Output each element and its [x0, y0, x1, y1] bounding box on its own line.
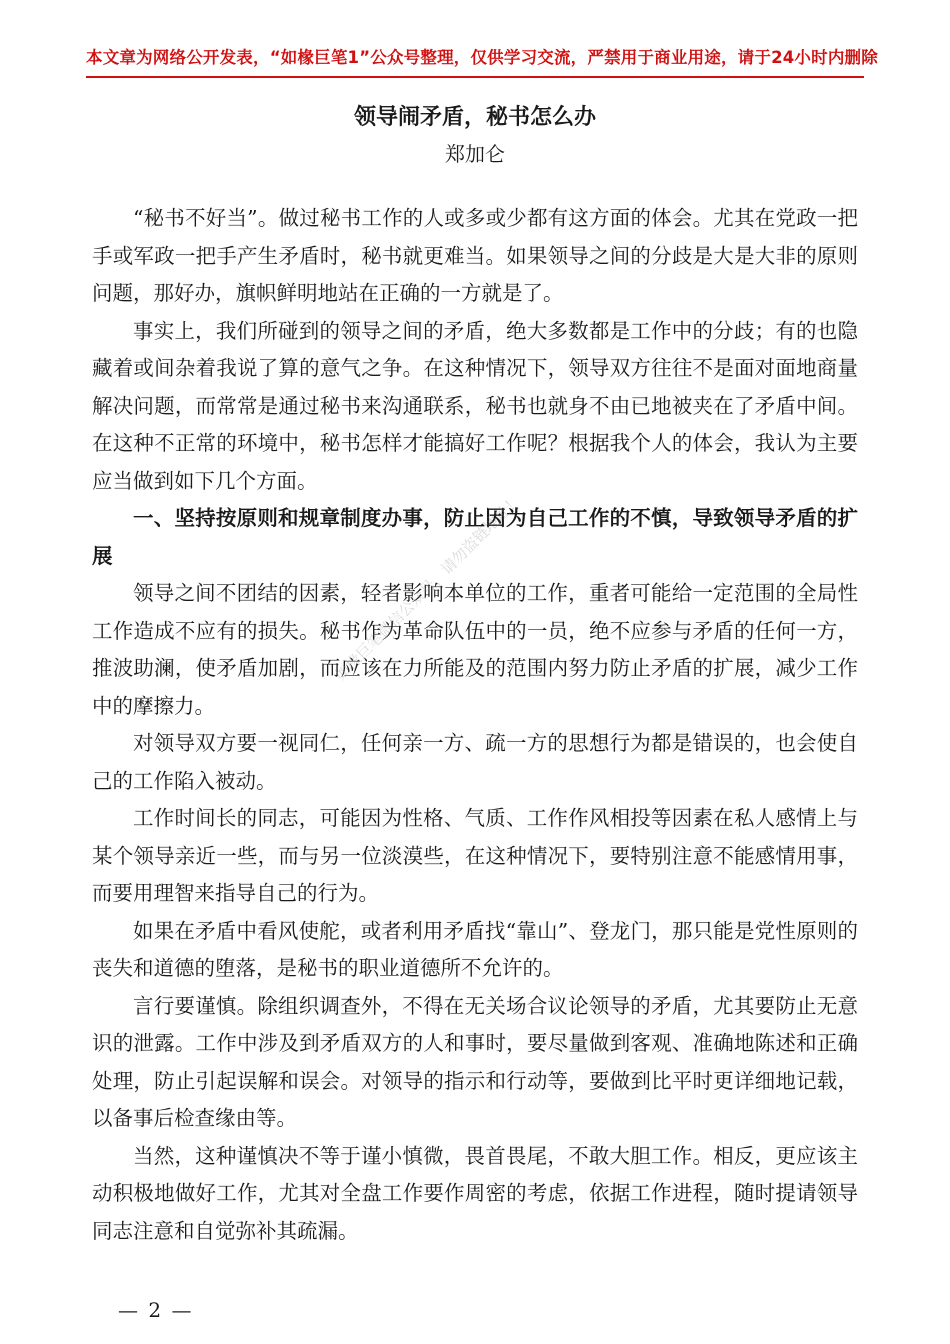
- article-author: 郑加仑: [445, 142, 505, 166]
- paragraph: 事实上，我们所碰到的领导之间的矛盾，绝大多数都是工作中的分歧；有的也隐藏着或间杂着我说了算的意气之争。在这种情况下，领导双方往往不是面对面地商量解决问题，而常常是通过秘书来沟通联系，秘书也就身不由已地被夹在了矛盾中间。在这种不正常的环境中，秘书怎样才能搞好工作呢？根据我个人的体会，我认为主要应当做到如下几个方面。: [92, 318, 858, 493]
- article-body: [92, 200, 858, 1250]
- paragraph: 如果在矛盾中看风使舵，或者利用矛盾找“靠山”、登龙门，那只能是党性原则的丧失和道德的堕落，是秘书的职业道德所不允许的。: [92, 918, 858, 980]
- paragraph: 当然，这种谨慎决不等于谨小慎微，畏首畏尾，不敢大胆工作。相反，更应该主动积极地做好工作，尤其对全盘工作要作周密的考虑，依据工作进程，随时提请领导同志注意和自觉弥补其疏漏。: [92, 1143, 858, 1243]
- section-heading: 一、坚持按原则和规章制度办事，防止因为自己工作的不慎，导致领导矛盾的扩展: [92, 506, 858, 568]
- paragraph: 对领导双方要一视同仁，任何亲一方、疏一方的思想行为都是错误的，也会使自己的工作陷入被动。: [92, 731, 858, 793]
- article-title: 领导闹矛盾，秘书怎么办: [353, 104, 596, 130]
- paragraph: 言行要谨慎。除组织调查外，不得在无关场合议论领导的矛盾，尤其要防止无意识的泄露。工作中涉及到矛盾双方的人和事时，要尽量做到客观、准确地陈述和正确处理，防止引起误解和误会。对领导的指示和行动等，要做到比平时更详细地记载，以备事后检查缘由等。: [92, 993, 858, 1130]
- paragraph: “秘书不好当”。做过秘书工作的人或多或少都有这方面的体会。尤其在党政一把手或军政一把手产生矛盾时，秘书就更难当。如果领导之间的分歧是大是大非的原则问题，那好办，旗帜鲜明地站在正确的一方就是了。: [92, 206, 858, 305]
- copyright-notice: 本文章为网络公开发表，“如椽巨笔1”公众号整理，仅供学习交流，严禁用于商业用途，请于24小时内删除: [86, 48, 878, 67]
- watermark: 如椽巨笔微信公众号，请勿盗链地址！: [331, 491, 525, 685]
- page-number: — 2 —: [118, 1298, 194, 1322]
- paragraph: 领导之间不团结的因素，轻者影响本单位的工作，重者可能给一定范围的全局性工作造成不应有的损失。秘书作为革命队伍中的一员，绝不应参与矛盾的任何一方，推波助澜，使矛盾加剧，而应该在力所能及的范围内努力防止矛盾的扩展，减少工作中的摩擦力。: [92, 581, 858, 718]
- header-divider: [86, 76, 864, 78]
- paragraph: 工作时间长的同志，可能因为性格、气质、工作作风相投等因素在私人感情上与某个领导亲近一些，而与另一位淡漠些，在这种情况下，要特别注意不能感情用事，而要用理智来指导自己的行为。: [92, 806, 858, 905]
